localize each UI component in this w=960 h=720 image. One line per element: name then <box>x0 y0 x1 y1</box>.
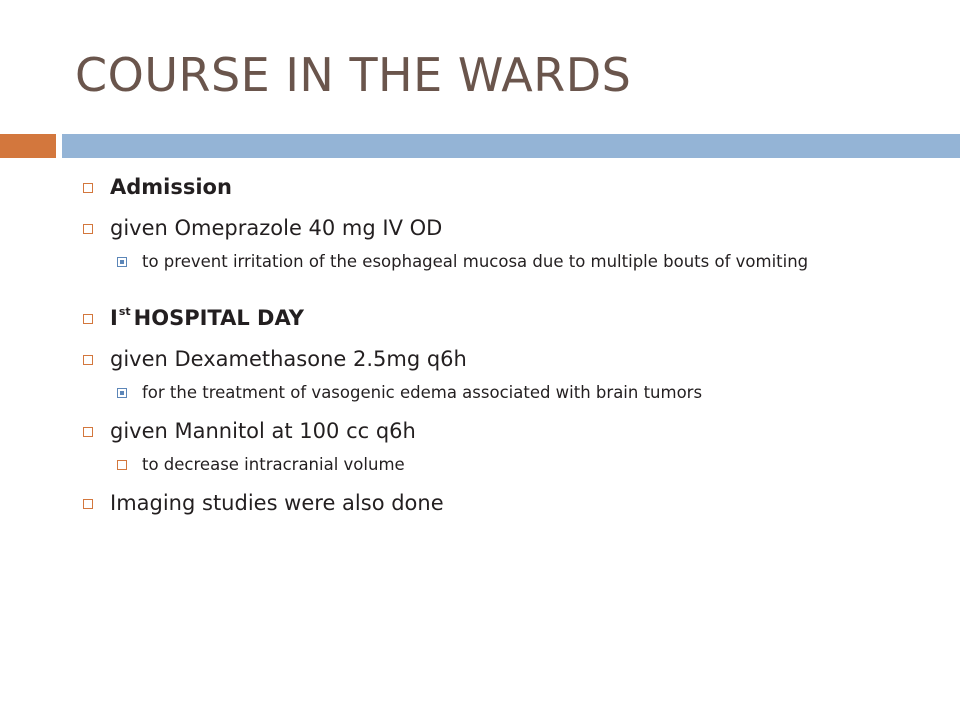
accent-bar-orange <box>0 134 56 158</box>
bullet-text: Admission <box>110 175 232 199</box>
bullet-text: given Dexamethasone 2.5mg q6h <box>110 347 467 371</box>
bullet-text: for the treatment of vasogenic edema associated with brain tumors <box>142 383 703 402</box>
square-bullet-icon <box>83 427 93 437</box>
bullet-superscript: st <box>118 305 131 318</box>
bullet-text <box>110 306 304 330</box>
bullet-text: to prevent irritation of the esophageal mucosa due to multiple bouts of vomiting <box>142 252 809 271</box>
bullet-list <box>80 172 900 529</box>
list-item <box>80 416 900 446</box>
square-bullet-icon <box>83 499 93 509</box>
filled-square-bullet-icon <box>117 388 127 398</box>
square-bullet-icon <box>83 314 93 324</box>
list-item <box>114 454 900 476</box>
bullet-text: given Omeprazole 40 mg IV OD <box>110 216 443 240</box>
list-item <box>80 172 900 202</box>
square-bullet-icon <box>117 460 127 470</box>
bullet-heading: HOSPITAL DAY <box>133 306 304 330</box>
slide-title: COURSE IN THE WARDS <box>75 48 632 102</box>
list-item <box>80 344 900 374</box>
square-bullet-icon <box>83 355 93 365</box>
square-bullet-icon <box>83 183 93 193</box>
square-bullet-icon <box>83 224 93 234</box>
list-item <box>80 488 900 518</box>
bullet-text: to decrease intracranial volume <box>142 455 405 474</box>
accent-bar-blue <box>62 134 960 158</box>
bullet-text: given Mannitol at 100 cc q6h <box>110 419 416 443</box>
bullet-text: Imaging studies were also done <box>110 491 444 515</box>
list-item <box>114 251 900 273</box>
bullet-prefix: I <box>110 306 118 330</box>
list-item <box>80 213 900 243</box>
filled-square-bullet-icon <box>117 257 127 267</box>
list-item <box>80 303 900 333</box>
list-item <box>114 382 900 404</box>
